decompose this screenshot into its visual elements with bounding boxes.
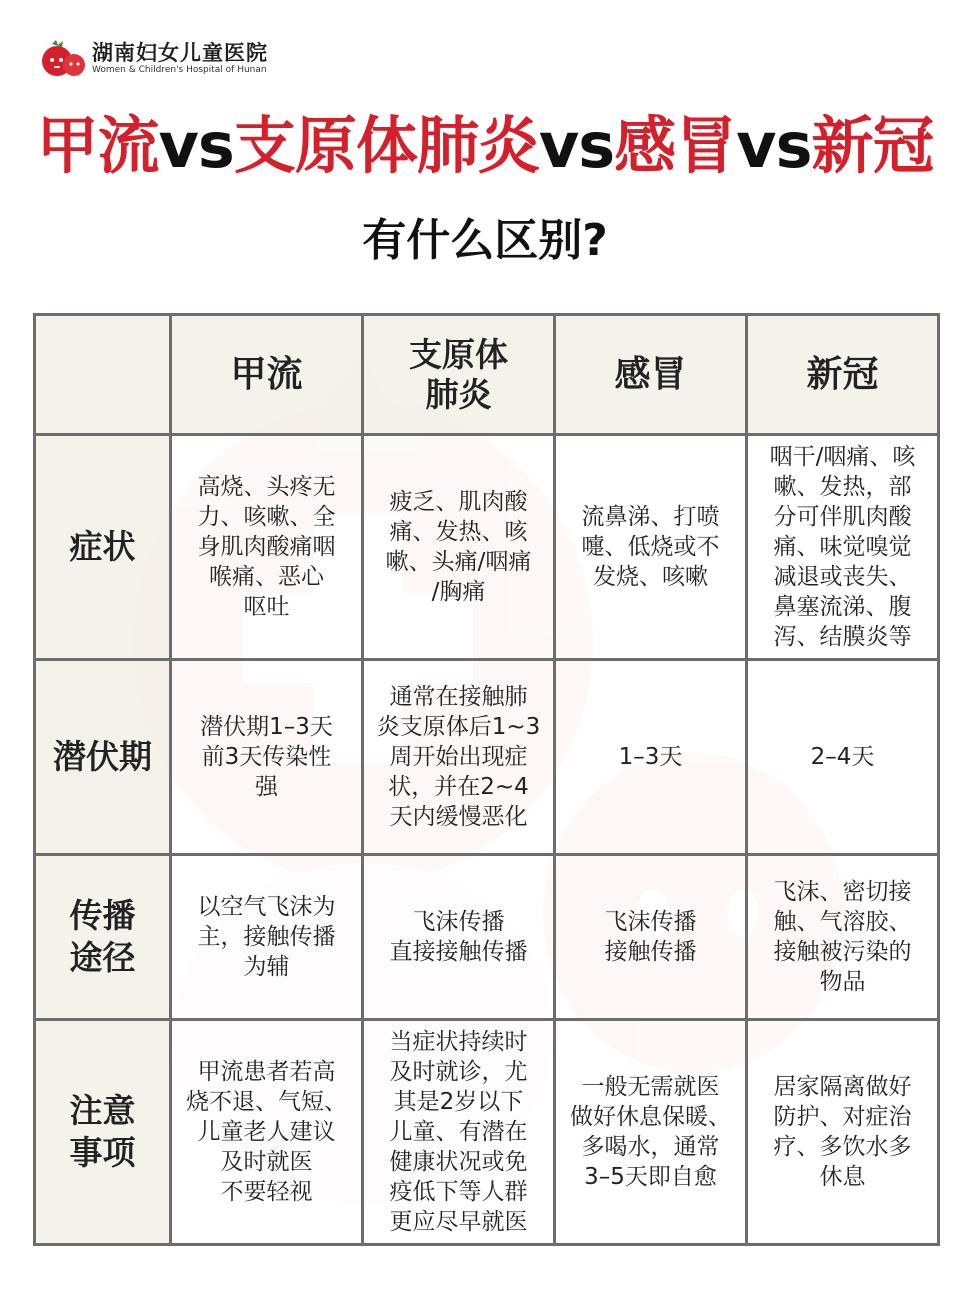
cell-text-line: 触、气溶胶、 (773, 909, 912, 935)
hospital-logo (38, 36, 268, 80)
cell-text-line: 主，接触传播 (197, 924, 336, 950)
cell-text-line: 居家隔离做好 (773, 1074, 912, 1100)
cell-text-line: 减退或丧失、 (773, 564, 912, 590)
table-cell (555, 855, 747, 1020)
column-header-cold: 感冒 (555, 315, 747, 435)
cell-text-line: 飞沫、密切接 (773, 879, 912, 905)
cell-text-line: 一般无需就医 (581, 1074, 720, 1100)
cell-text-line: 甲流患者若高 (197, 1059, 336, 1085)
column-header-flu-a: 甲流 (171, 315, 363, 435)
cell-text-line: 飞沫传播 (604, 909, 697, 935)
logo-english-name: Women & Children's Hospital of Hunan (92, 64, 267, 75)
cell-text-line: 及时就诊，尤 (389, 1059, 528, 1085)
title-part: 新冠 (811, 109, 934, 182)
column-header-mycoplasma: 支原体 肺炎 (363, 315, 555, 435)
row-header-transmission: 传播 途径 (35, 855, 171, 1020)
table-cell (171, 660, 363, 855)
table-cell (363, 1020, 555, 1245)
cell-text-line: 当症状持续时 (389, 1029, 528, 1055)
cell-text-line: 休息 (819, 1164, 866, 1190)
cell-text-line: 做好休息保暖、 (570, 1104, 731, 1130)
table-cell (171, 855, 363, 1020)
title-part: vs (538, 109, 615, 182)
cell-text-line: 防护、对症治 (773, 1104, 912, 1130)
table-cell (555, 660, 747, 855)
cell-text-line: 儿童老人建议 (197, 1119, 336, 1145)
table-cell (363, 855, 555, 1020)
cell-text-line: 以空气飞沫为 (197, 894, 336, 920)
cell-text-line: /胸痛 (431, 579, 486, 605)
table-cell (171, 435, 363, 660)
table-row-precautions (35, 1020, 939, 1245)
cell-text-line: 接触传播 (604, 939, 697, 965)
cell-text-line: 儿童、有潜在 (389, 1119, 528, 1145)
cell-text-line: 鼻塞流涕、腹 (773, 594, 912, 620)
comparison-table-wrap (33, 313, 937, 1243)
cell-text-line: 健康状况或免 (389, 1149, 528, 1175)
cell-text-line: 及时就医 (220, 1149, 313, 1175)
cell-text-line: 力、咳嗽、全 (197, 504, 336, 530)
title-part: vs (736, 109, 812, 182)
cell-text-line: 通常在接触肺 (389, 684, 528, 710)
table-row-transmission (35, 855, 939, 1020)
cell-text-line: 接触被污染的 (773, 939, 912, 965)
cell-text-line: 炎支原体后1~3 (376, 714, 541, 740)
cell-text-line: 分可伴肌肉酸 (773, 504, 912, 530)
table-header-row (35, 315, 939, 435)
cell-text-line: 发烧、咳嗽 (593, 564, 708, 590)
cell-text-line: 为辅 (243, 954, 290, 980)
cell-text-line: 强 (255, 774, 278, 800)
cell-text-line: 前3天传染性 (201, 744, 332, 770)
strawberry-logo-icon (38, 38, 88, 78)
comparison-table (33, 313, 940, 1246)
table-cell (747, 435, 939, 660)
cell-text-line: 疗、多饮水多 (773, 1134, 912, 1160)
cell-text-line: 2–4天 (810, 744, 875, 770)
title-part: 感冒 (614, 109, 737, 182)
cell-text-line: 其是2岁以下 (393, 1089, 524, 1115)
table-cell (747, 1020, 939, 1245)
cell-text-line: 更应尽早就医 (389, 1209, 528, 1235)
cell-text-line: 痛、发热、咳 (389, 519, 528, 545)
table-cell (555, 1020, 747, 1245)
row-header-incubation: 潜伏期 (35, 660, 171, 855)
title-part: 甲流 (36, 109, 159, 182)
table-cell (171, 1020, 363, 1245)
cell-text-line: 3–5天即自愈 (584, 1164, 717, 1190)
cell-text-line: 烧不退、气短、 (186, 1089, 347, 1115)
title-part: vs (158, 109, 234, 182)
logo-chinese-name: 湖南妇女儿童医院 (92, 40, 268, 65)
table-corner-cell (35, 315, 171, 435)
cell-text-line: 直接接触传播 (389, 939, 528, 965)
cell-text-line: 高烧、头疼无 (197, 474, 336, 500)
page-subtitle: 有什么区别? (362, 215, 608, 266)
cell-text-line: 嗽、头痛/咽痛 (385, 549, 532, 575)
cell-text-line: 嚏、低烧或不 (581, 534, 720, 560)
table-row-incubation (35, 660, 939, 855)
cell-text-line: 多喝水，通常 (581, 1134, 720, 1160)
cell-text-line: 疲乏、肌肉酸 (389, 489, 528, 515)
title-part: 支原体肺炎 (233, 109, 539, 182)
cell-text-line: 飞沫传播 (412, 909, 505, 935)
cell-text-line: 喉痛、恶心 (209, 564, 324, 590)
row-header-symptoms: 症状 (35, 435, 171, 660)
cell-text-line: 周开始出现症 (389, 744, 528, 770)
table-cell (747, 660, 939, 855)
cell-text-line: 咽干/咽痛、咳 (769, 444, 916, 470)
cell-text-line: 痛、味觉嗅觉 (773, 534, 912, 560)
table-row-symptoms (35, 435, 939, 660)
table-cell (363, 660, 555, 855)
cell-text-line: 流鼻涕、打喷 (581, 504, 720, 530)
cell-text-line: 状，并在2~4 (388, 774, 529, 800)
table-cell (555, 435, 747, 660)
cell-text-line: 身肌肉酸痛咽 (197, 534, 336, 560)
table-cell (747, 855, 939, 1020)
cell-text-line: 1–3天 (618, 744, 683, 770)
cell-text-line: 天内缓慢恶化 (389, 804, 528, 830)
cell-text-line: 物品 (819, 969, 866, 995)
cell-text-line: 泻、结膜炎等 (773, 624, 912, 650)
page-title (0, 110, 970, 182)
column-header-covid: 新冠 (747, 315, 939, 435)
cell-text-line: 不要轻视 (220, 1179, 313, 1205)
cell-text-line: 潜伏期1–3天 (200, 714, 333, 740)
table-cell (363, 435, 555, 660)
cell-text-line: 疫低下等人群 (389, 1179, 528, 1205)
cell-text-line: 嗽、发热，部 (773, 474, 912, 500)
cell-text-line: 呕吐 (243, 594, 290, 620)
row-header-precautions: 注意 事项 (35, 1020, 171, 1245)
